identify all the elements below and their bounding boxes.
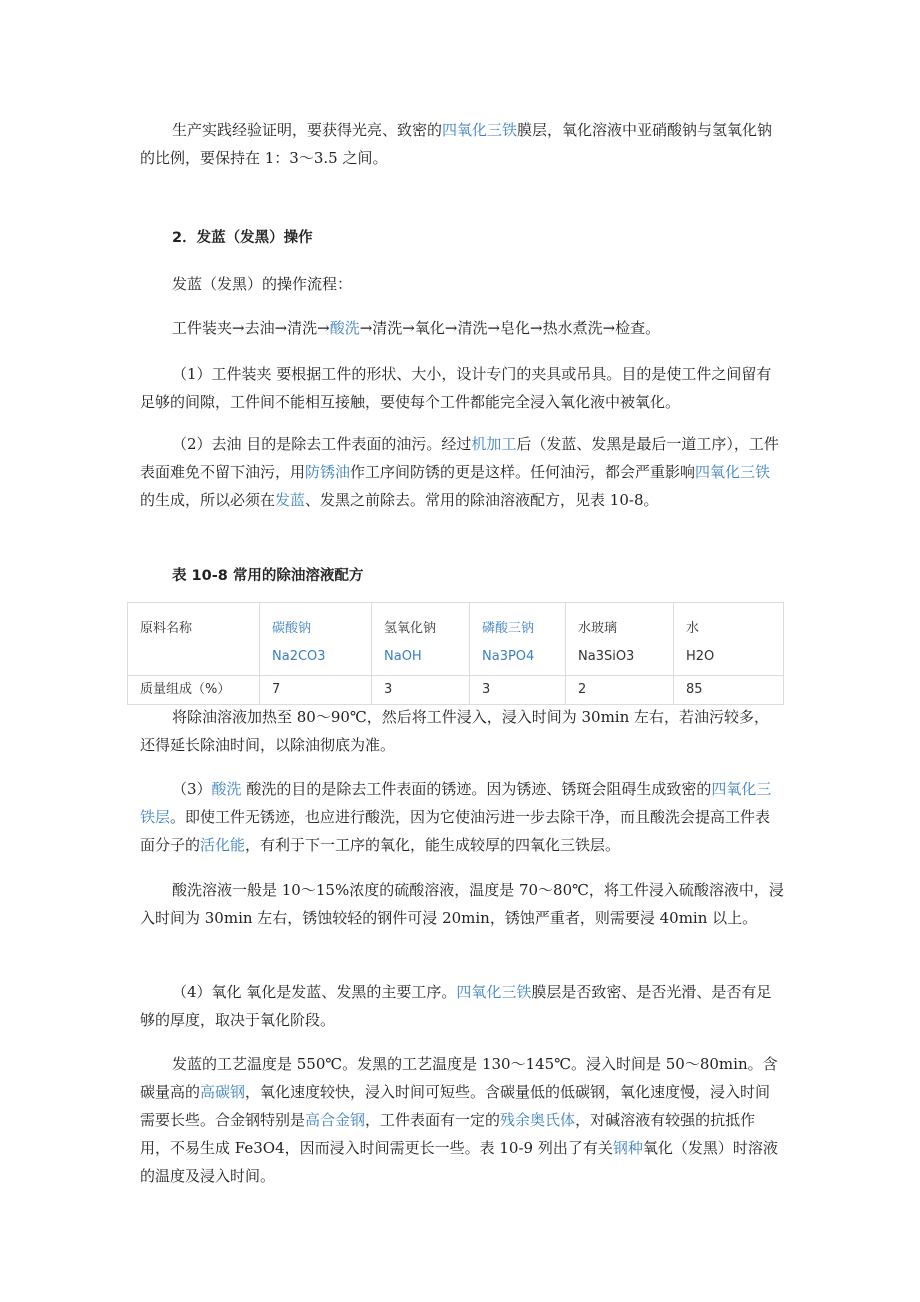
process-flow: 工件装夹→去油→清洗→酸洗→清洗→氧化→清洗→皂化→热水煮洗→检查。	[172, 319, 661, 337]
table-cell-value: 85	[674, 676, 784, 705]
link-high-alloy-steel[interactable]: 高合金钢	[305, 1111, 366, 1129]
acid-text: 酸洗溶液一般是 10～15%浓度的硫酸溶液，温度是 70～80℃，将工件浸入硫酸溶液中，浸入时间为 30min 左右，锈蚀较轻的钢件可浸 20min，锈蚀严重者，则需要浸 40min 以上。	[140, 881, 784, 927]
link-pickling[interactable]: 酸洗	[329, 319, 360, 337]
table-row-header	[128, 603, 784, 676]
after-table-paragraph	[140, 703, 784, 759]
col-3-name: 水玻璃	[578, 621, 618, 636]
table-row2-label: 质量组成（%）	[128, 676, 260, 705]
section-2-heading-block	[140, 226, 784, 250]
flow-block	[140, 314, 784, 342]
link-high-carbon-steel[interactable]: 高碳钢	[200, 1083, 246, 1101]
table-cell-value: 2	[566, 676, 674, 705]
link-sodium-carbonate[interactable]: 碳酸钠	[272, 621, 312, 636]
temperature-text: 发蓝的工艺温度是 550℃。发黑的工艺温度是 130～145℃。浸入时间是 50～80min。含碳量高的高碳钢，氧化速度较快，浸入时间可短些。含碳量低的低碳钢，氧化速度慢，浸入时间需要长些。合金钢特别是高合金钢，工件表面有一定的残余奥氏体，对碱溶液有较强的抗抵作用，不易生成 Fe3O4，因而浸入时间需更长一些。表 10-9 列出了有关钢种氧化（发黑）时溶液的温度及浸入时间。	[140, 1055, 778, 1185]
step-1-paragraph	[140, 360, 784, 416]
link-four-oxide-iron-2[interactable]: 四氧化三铁	[695, 463, 771, 481]
step-4-text: （4）氧化 氧化是发蓝、发黑的主要工序。四氧化三铁膜层是否致密、是否光滑、是否有足够的厚度，取决于氧化阶段。	[140, 983, 772, 1029]
link-rust-oil[interactable]: 防锈油	[305, 463, 351, 481]
intro-text: 生产实践经验证明，要获得光亮、致密的四氧化三铁膜层，氧化溶液中亚硝酸钠与氢氧化钠的比例，要保持在 1：3～3.5 之间。	[140, 121, 773, 167]
link-pickling-2[interactable]: 酸洗	[211, 780, 242, 798]
link-naoh-formula[interactable]: NaOH	[384, 649, 422, 664]
table-caption-block	[140, 564, 784, 588]
temperature-paragraph	[140, 1050, 784, 1190]
flow-label: 发蓝（发黑）的操作流程：	[172, 275, 353, 293]
link-trisodium-phosphate-formula[interactable]: Na3PO4	[482, 649, 535, 664]
table-cell-value: 7	[260, 676, 372, 705]
degreasing-formula-table	[127, 602, 784, 705]
link-four-oxide-iron[interactable]: 四氧化三铁	[442, 121, 518, 139]
link-trisodium-phosphate[interactable]: 磷酸三钠	[482, 621, 535, 636]
table-col-4-head	[674, 603, 784, 676]
intro-paragraph	[140, 116, 784, 172]
section-2-heading: 2．发蓝（发黑）操作	[172, 230, 313, 246]
table-col-0-head	[260, 603, 372, 676]
link-steel-grade[interactable]: 钢种	[612, 1139, 643, 1157]
flow-label-block	[140, 270, 784, 298]
col-4-name: 水	[686, 621, 700, 636]
link-machining[interactable]: 机加工	[471, 435, 517, 453]
step-1-text: （1）工件装夹 要根据工件的形状、大小，设计专门的夹具或吊具。目的是使工件之间留有足够的间隙，工件间不能相互接触，要使每个工件都能完全浸入氧化液中被氧化。	[140, 365, 772, 411]
step-2-paragraph	[140, 430, 784, 514]
table-col-2-head	[470, 603, 566, 676]
link-four-oxide-iron-layer[interactable]: 四氧化三铁层	[140, 780, 772, 826]
table-cell-value: 3	[470, 676, 566, 705]
link-four-oxide-iron-3[interactable]: 四氧化三铁	[456, 983, 532, 1001]
step-3-text: （3）酸洗 酸洗的目的是除去工件表面的锈迹。因为锈迹、锈斑会阻碍生成致密的四氧化三铁层。即使工件无锈迹，也应进行酸洗，因为它使油污进一步去除干净，而且酸洗会提高工件表面分子的活化能，有利于下一工序的氧化，能生成较厚的四氧化三铁层。	[140, 780, 772, 854]
link-retained-austenite[interactable]: 残余奥氏体	[500, 1111, 576, 1129]
col-3-formula: Na3SiO3	[578, 649, 635, 664]
table-col-1-head	[372, 603, 470, 676]
col-4-formula: H2O	[686, 649, 715, 664]
table-header-label: 原料名称	[128, 603, 260, 676]
table-row-mass	[128, 676, 784, 705]
link-activation-energy[interactable]: 活化能	[200, 836, 246, 854]
table-col-3-head	[566, 603, 674, 676]
acid-paragraph	[140, 876, 784, 932]
step-3-paragraph	[140, 775, 784, 859]
step-4-paragraph	[140, 978, 784, 1034]
table-caption: 表 10-8 常用的除油溶液配方	[172, 568, 364, 584]
col-1-name: 氢氧化钠	[384, 621, 437, 636]
link-sodium-carbonate-formula[interactable]: Na2CO3	[272, 649, 326, 664]
step-2-text: （2）去油 目的是除去工件表面的油污。经过机加工后（发蓝、发黑是最后一道工序），工件表面难免不留下油污，用防锈油作工序间防锈的更是这样。任何油污，都会严重影响四氧化三铁的生成，所以必须在发蓝、发黑之前除去。常用的除油溶液配方，见表 10-8。	[140, 435, 779, 509]
table-cell-value: 3	[372, 676, 470, 705]
link-bluing[interactable]: 发蓝	[275, 491, 306, 509]
after-table-text: 将除油溶液加热至 80～90℃，然后将工件浸入，浸入时间为 30min 左右，若油污较多，还得延长除油时间，以除油彻底为准。	[140, 708, 770, 754]
